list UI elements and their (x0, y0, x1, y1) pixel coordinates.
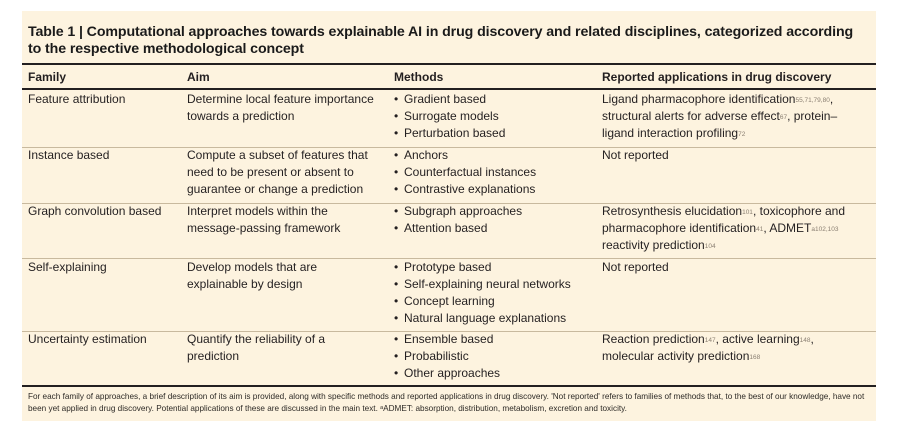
reference-superscript: a102,103 (811, 226, 839, 233)
method-item: • Probabilistic (394, 348, 599, 365)
row-0-methods (394, 91, 599, 142)
row-0-applications: Ligand pharmacophore identification$^{55,71,79,80}$, structural alerts for adverse effect$^{67}$, protein–ligand interaction profiling$^{72}$ (602, 92, 838, 140)
row-1-aim: Compute a subset of features that need to be present or absent to guarantee or change a prediction (187, 148, 368, 196)
reference-superscript: 168 (749, 354, 761, 361)
row-4-family: Uncertainty estimation (28, 332, 147, 346)
method-item: • Other approaches (394, 365, 599, 382)
table-footnote: For each family of approaches, a brief description of its aim is provided, along with specific methods and reported applications in drug discovery. 'Not reported' refers to families of methods that, to the best of our knowledge, have not been yet applied in drug discovery. Potential applications of these are discussed in the main text. ᵃADMET: absorption, distribution, metabolism, excretion and toxicity. (28, 392, 865, 413)
row-2-applications: Retrosynthesis elucidation$^{101}$, toxicophore and pharmacophore identification$^{41}$, $ADMET^{a102,103}$ reactivity prediction$^{104}$ (602, 204, 845, 252)
row-3-methods (394, 259, 599, 327)
row-4-applications: Reaction prediction$^{147}$, active learning$^{148}$, molecular activity prediction$^{168}$ (602, 332, 814, 363)
row-3-applications: Not reported (602, 260, 669, 274)
header-methods: Methods (394, 70, 444, 84)
row-0-aim: Determine local feature importance towards a prediction (187, 92, 374, 123)
method-item: • Anchors (394, 147, 599, 164)
header-bottom-rule (22, 88, 876, 90)
header-aim: Aim (187, 70, 210, 84)
header-top-rule (22, 63, 876, 65)
method-item: • Subgraph approaches (394, 203, 599, 220)
row-4-methods (394, 331, 599, 382)
reference-superscript: 67 (779, 114, 788, 121)
row-2-family: Graph convolution based (28, 204, 162, 218)
method-item: • Perturbation based (394, 125, 599, 142)
row-2-methods (394, 203, 599, 237)
reference-superscript: 104 (704, 243, 716, 250)
row-3-family: Self-explaining (28, 260, 107, 274)
row-1-applications: Not reported (602, 148, 669, 162)
method-item: • Natural language explanations (394, 310, 599, 327)
table-title: Table 1 | Computational approaches towards explainable AI in drug discovery and related disciplines, categorized according to the respective methodological concept (28, 24, 854, 57)
row-4-aim: Quantify the reliability of a prediction (187, 332, 326, 363)
method-item: • Gradient based (394, 91, 599, 108)
row-3-aim: Develop models that are explainable by design (187, 260, 318, 291)
header-applications: Reported applications in drug discovery (602, 70, 832, 84)
header-family: Family (28, 70, 67, 84)
reference-superscript: 101 (742, 209, 753, 216)
row-2-aim: Interpret models within the message-passing framework (187, 204, 341, 235)
row-1-family: Instance based (28, 148, 110, 162)
method-item: • Surrogate models (394, 108, 599, 125)
table-panel (22, 11, 876, 421)
method-item: • Concept learning (394, 293, 599, 310)
method-item: • Attention based (394, 220, 599, 237)
reference-superscript: 55,71,79,80 (795, 97, 830, 104)
reference-superscript: 72 (738, 131, 746, 138)
method-item: • Contrastive explanations (394, 181, 599, 198)
method-item: • Ensemble based (394, 331, 599, 348)
method-item: • Counterfactual instances (394, 164, 599, 181)
table-bottom-rule (22, 385, 876, 387)
reference-superscript: 147 (704, 337, 716, 344)
method-item: • Prototype based (394, 259, 599, 276)
row-1-methods (394, 147, 599, 198)
reference-superscript: 41 (756, 226, 764, 233)
row-0-family: Feature attribution (28, 92, 126, 106)
method-item: • Self-explaining neural networks (394, 276, 599, 293)
reference-superscript: 148 (799, 337, 811, 344)
